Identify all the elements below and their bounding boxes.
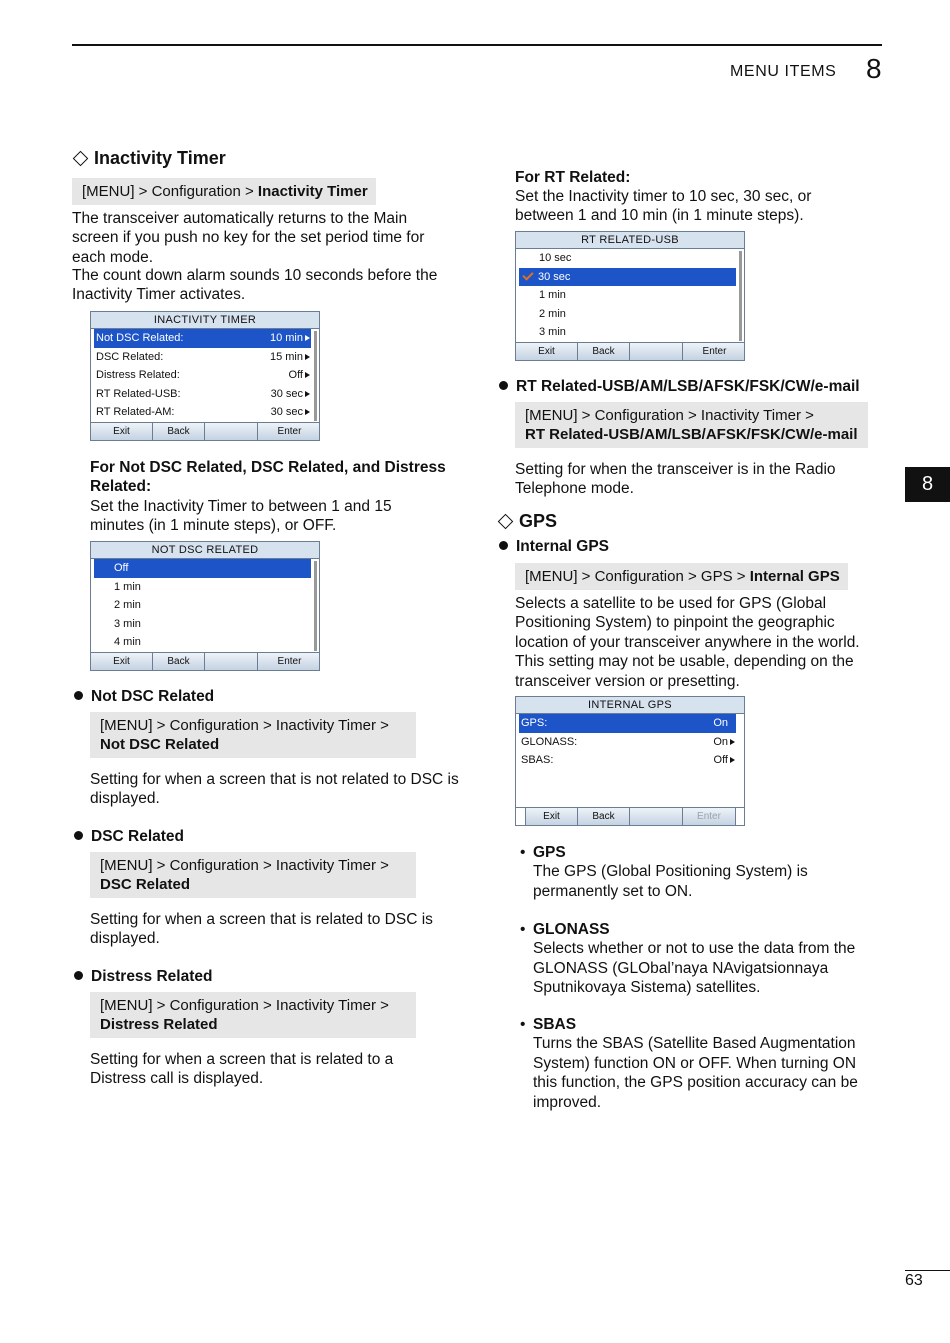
softkey-exit[interactable]: Exit bbox=[526, 808, 578, 825]
softkey-enter[interactable]: Enter bbox=[683, 808, 736, 825]
lcd-row[interactable]: DSC Related: 15 min bbox=[94, 348, 311, 367]
diamond-icon bbox=[498, 513, 514, 529]
inactivity-timer-menu-path: [MENU] > Configuration > Inactivity Timer bbox=[72, 178, 376, 205]
lcd-not-dsc-related bbox=[90, 541, 320, 671]
softkey-blank[interactable] bbox=[630, 808, 683, 825]
bullet-icon bbox=[499, 381, 508, 390]
bullet-dot-icon: • bbox=[520, 844, 526, 861]
inactivity-desc-1: The transceiver automatically returns to the Main screen if you push no key for the set period time for each mode. bbox=[72, 210, 425, 266]
lcd-row[interactable]: GPS: On bbox=[519, 714, 736, 733]
softkey-gap bbox=[736, 808, 745, 825]
lcd-softkey-bar bbox=[91, 422, 319, 440]
for-rt-text: Set the Inactivity timer to 10 sec, 30 sec, or between 1 and 10 min (in 1 minute steps). bbox=[515, 188, 812, 225]
softkey-gap bbox=[516, 808, 526, 825]
softkey-back[interactable]: Back bbox=[153, 653, 205, 670]
lcd-row[interactable]: SBAS: Off bbox=[519, 751, 736, 770]
lcd-row[interactable]: 1 min bbox=[114, 580, 141, 593]
softkey-exit[interactable]: Exit bbox=[91, 423, 153, 440]
arrow-right-icon bbox=[305, 409, 310, 415]
lcd-softkey-bar bbox=[516, 342, 744, 360]
softkey-blank[interactable] bbox=[205, 653, 258, 670]
lcd-row[interactable]: 30 sec bbox=[519, 268, 736, 287]
lcd-inactivity-timer bbox=[90, 311, 320, 441]
softkey-back[interactable]: Back bbox=[578, 808, 630, 825]
lcd-title: RT RELATED-USB bbox=[516, 232, 744, 249]
header-chapter-number: 8 bbox=[866, 53, 882, 84]
dsc-menu-path: [MENU] > Configuration > Inactivity Timer > DSC Related bbox=[90, 852, 416, 898]
softkey-back[interactable]: Back bbox=[578, 343, 630, 360]
lcd-row[interactable]: 4 min bbox=[114, 636, 141, 649]
header-rule bbox=[72, 44, 882, 46]
gps-item-glonass: • GLONASS Selects whether or not to use the data from the GLONASS (GLObal’naya NAvigatsionnaya Sputnikovaya Sistema) satellites. bbox=[520, 921, 856, 997]
lcd-softkey-bar bbox=[91, 652, 319, 670]
lcd-row[interactable]: 1 min bbox=[539, 289, 566, 302]
lcd-row[interactable]: 3 min bbox=[539, 326, 566, 339]
softkey-exit[interactable]: Exit bbox=[91, 653, 153, 670]
bullet-icon bbox=[74, 831, 83, 840]
for-not-dsc-heading: For Not DSC Related, DSC Related, and Distress Related: bbox=[90, 459, 446, 496]
inactivity-desc-2: The count down alarm sounds 10 seconds before the Inactivity Timer activates. bbox=[72, 267, 438, 304]
lcd-scrollbar[interactable] bbox=[739, 251, 742, 341]
inactivity-timer-heading: Inactivity Timer bbox=[72, 148, 226, 169]
lcd-row[interactable]: Off bbox=[94, 559, 311, 578]
internal-gps-menu-path: [MENU] > Configuration > GPS > Internal GPS bbox=[515, 563, 848, 590]
not-dsc-related-heading: Not DSC Related bbox=[72, 688, 214, 706]
rt-menu-path: [MENU] > Configuration > Inactivity Timer > RT Related-USB/AM/LSB/AFSK/FSK/CW/e-mail bbox=[515, 402, 868, 448]
softkey-exit[interactable]: Exit bbox=[516, 343, 578, 360]
arrow-right-icon bbox=[730, 757, 735, 763]
lcd-row[interactable]: RT Related-USB: 30 sec bbox=[94, 385, 311, 404]
bullet-icon bbox=[74, 691, 83, 700]
arrow-right-icon bbox=[730, 739, 735, 745]
gps-item-sbas: • SBAS Turns the SBAS (Satellite Based Augmentation System) function ON or OFF. When turning ON this function, the GPS position accuracy can be improved. bbox=[520, 1016, 858, 1111]
distress-menu-path: [MENU] > Configuration > Inactivity Timer > Distress Related bbox=[90, 992, 416, 1038]
softkey-blank[interactable] bbox=[205, 423, 258, 440]
lcd-row[interactable]: 2 min bbox=[539, 307, 566, 320]
diamond-icon bbox=[73, 150, 89, 166]
softkey-enter[interactable]: Enter bbox=[258, 423, 320, 440]
lcd-row[interactable]: 3 min bbox=[114, 617, 141, 630]
softkey-enter[interactable]: Enter bbox=[683, 343, 745, 360]
arrow-right-icon bbox=[305, 335, 310, 341]
for-not-dsc-text: Set the Inactivity Timer to between 1 and 15 minutes (in 1 minute steps), or OFF. bbox=[90, 498, 392, 535]
arrow-right-icon bbox=[305, 372, 310, 378]
page-number: 63 bbox=[905, 1272, 923, 1289]
lcd-row[interactable]: Distress Related: Off bbox=[94, 366, 311, 385]
gps-item-gps: • GPS The GPS (Global Positioning System) is permanently set to ON. bbox=[520, 844, 808, 900]
lcd-row[interactable]: 10 sec bbox=[539, 252, 572, 264]
lcd-title: NOT DSC RELATED bbox=[91, 542, 319, 559]
not-dsc-menu-path: [MENU] > Configuration > Inactivity Timer > Not DSC Related bbox=[90, 712, 416, 758]
lcd-row[interactable]: GLONASS: On bbox=[519, 733, 736, 752]
dsc-related-heading: DSC Related bbox=[72, 828, 184, 846]
lcd-row[interactable]: 2 min bbox=[114, 599, 141, 612]
softkey-blank[interactable] bbox=[630, 343, 683, 360]
lcd-title: INTERNAL GPS bbox=[516, 697, 744, 714]
lcd-softkey-bar bbox=[516, 807, 744, 825]
bullet-dot-icon: • bbox=[520, 921, 526, 938]
bullet-dot-icon: • bbox=[520, 1016, 526, 1033]
for-rt-heading: For RT Related: bbox=[515, 169, 631, 186]
checkmark-icon bbox=[522, 269, 533, 280]
page-number-rule bbox=[905, 1270, 950, 1271]
distress-related-heading: Distress Related bbox=[72, 968, 212, 986]
header-section-title: MENU ITEMS bbox=[730, 63, 837, 80]
lcd-rt-related-usb bbox=[515, 231, 745, 361]
lcd-row[interactable]: RT Related-AM: 30 sec bbox=[94, 403, 311, 422]
lcd-title: INACTIVITY TIMER bbox=[91, 312, 319, 329]
arrow-right-icon bbox=[305, 354, 310, 360]
bullet-icon bbox=[74, 971, 83, 980]
softkey-back[interactable]: Back bbox=[153, 423, 205, 440]
softkey-enter[interactable]: Enter bbox=[258, 653, 320, 670]
gps-heading: GPS bbox=[497, 511, 557, 532]
lcd-internal-gps bbox=[515, 696, 745, 826]
dsc-text: Setting for when a screen that is related to DSC is displayed. bbox=[90, 911, 433, 948]
internal-gps-heading: Internal GPS bbox=[497, 538, 609, 556]
internal-gps-desc: Selects a satellite to be used for GPS (Global Positioning System) to pinpoint the geographic location of your transceiver anywhere in the world. This setting may not be usable, depending on the transceiver version or presetting. bbox=[515, 595, 860, 690]
lcd-row[interactable]: Not DSC Related: 10 min bbox=[94, 329, 311, 348]
bullet-icon bbox=[499, 541, 508, 550]
arrow-right-icon bbox=[305, 391, 310, 397]
not-dsc-text: Setting for when a screen that is not related to DSC is displayed. bbox=[90, 771, 459, 808]
lcd-scrollbar[interactable] bbox=[314, 331, 317, 421]
distress-text: Setting for when a screen that is related to a Distress call is displayed. bbox=[90, 1051, 394, 1088]
chapter-side-tab: 8 bbox=[905, 467, 950, 502]
lcd-scrollbar[interactable] bbox=[314, 561, 317, 651]
rt-related-heading: RT Related-USB/AM/LSB/AFSK/FSK/CW/e-mail bbox=[497, 378, 860, 396]
rt-text: Setting for when the transceiver is in the Radio Telephone mode. bbox=[515, 461, 836, 498]
